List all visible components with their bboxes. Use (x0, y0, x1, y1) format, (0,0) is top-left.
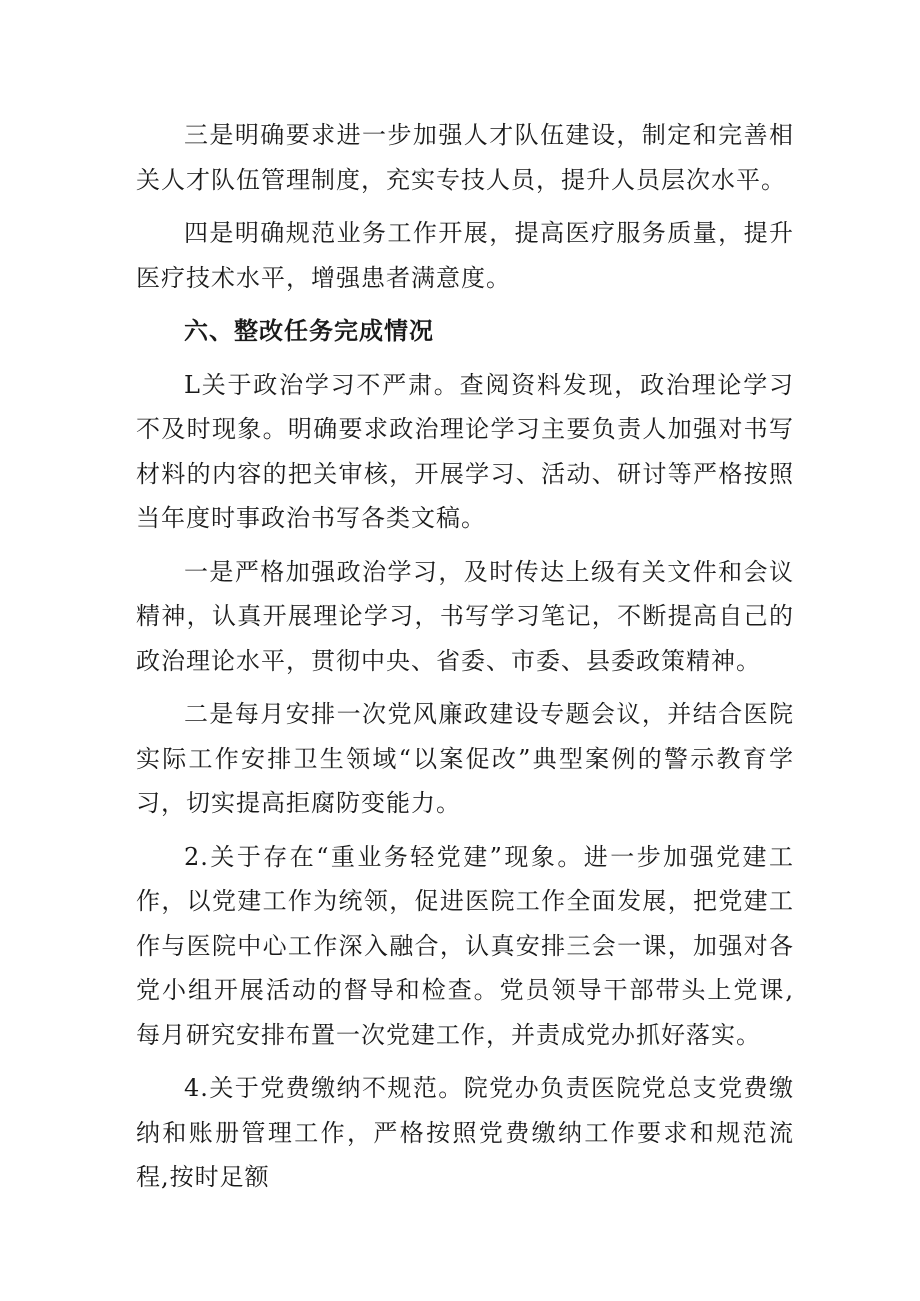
section-heading: 六、整改任务完成情况 (184, 317, 434, 345)
paragraph-strengthen-study: 一是严格加强政治学习，及时传达上级有关文件和会议精神，认真开展理论学习，书写学习笔记，不断提高自己的政治理论水平，贯彻中央、省委、市委、县委政策精神。 (136, 557, 794, 675)
paragraph-talent-team: 三是明确要求进一步加强人才队伍建设，制定和完善相关人才队伍管理制度，充实专技人员，提升人员层次水平。 (136, 121, 794, 194)
paragraph-medical-service: 四是明确规范业务工作开展，提高医疗服务质量，提升医疗技术水平，增强患者满意度。 (136, 219, 794, 292)
paragraph-political-study: L关于政治学习不严肃。查阅资料发现，政治理论学习不及时现象。明确要求政治理论学习主要负责人加强对书写材料的内容的把关审核，开展学习、活动、研讨等严格按照当年度时事政治书写各类文稿。 (136, 370, 794, 532)
paragraph-party-building: 2.关于存在“重业务轻党建”现象。进一步加强党建工作，以党建工作为统领，促进医院工作全面发展，把党建工作与医院中心工作深入融合，认真安排三会一课，加强对各党小组开展活动的督导和检查。党员领导干部带头上党课,每月研究安排布置一次党建工作，并责成党办抓好落实。 (136, 842, 794, 1049)
paragraph-monthly-meeting: 二是每月安排一次党风廉政建设专题会议，并结合医院实际工作安排卫生领域“以案促改”典型案例的警示教育学习，切实提高拒腐防变能力。 (136, 700, 794, 817)
paragraph-party-dues: 4.关于党费缴纳不规范。院党办负责医院党总支党费缴纳和账册管理工作，严格按照党费缴纳工作要求和规范流程,按时足额 (136, 1074, 794, 1191)
